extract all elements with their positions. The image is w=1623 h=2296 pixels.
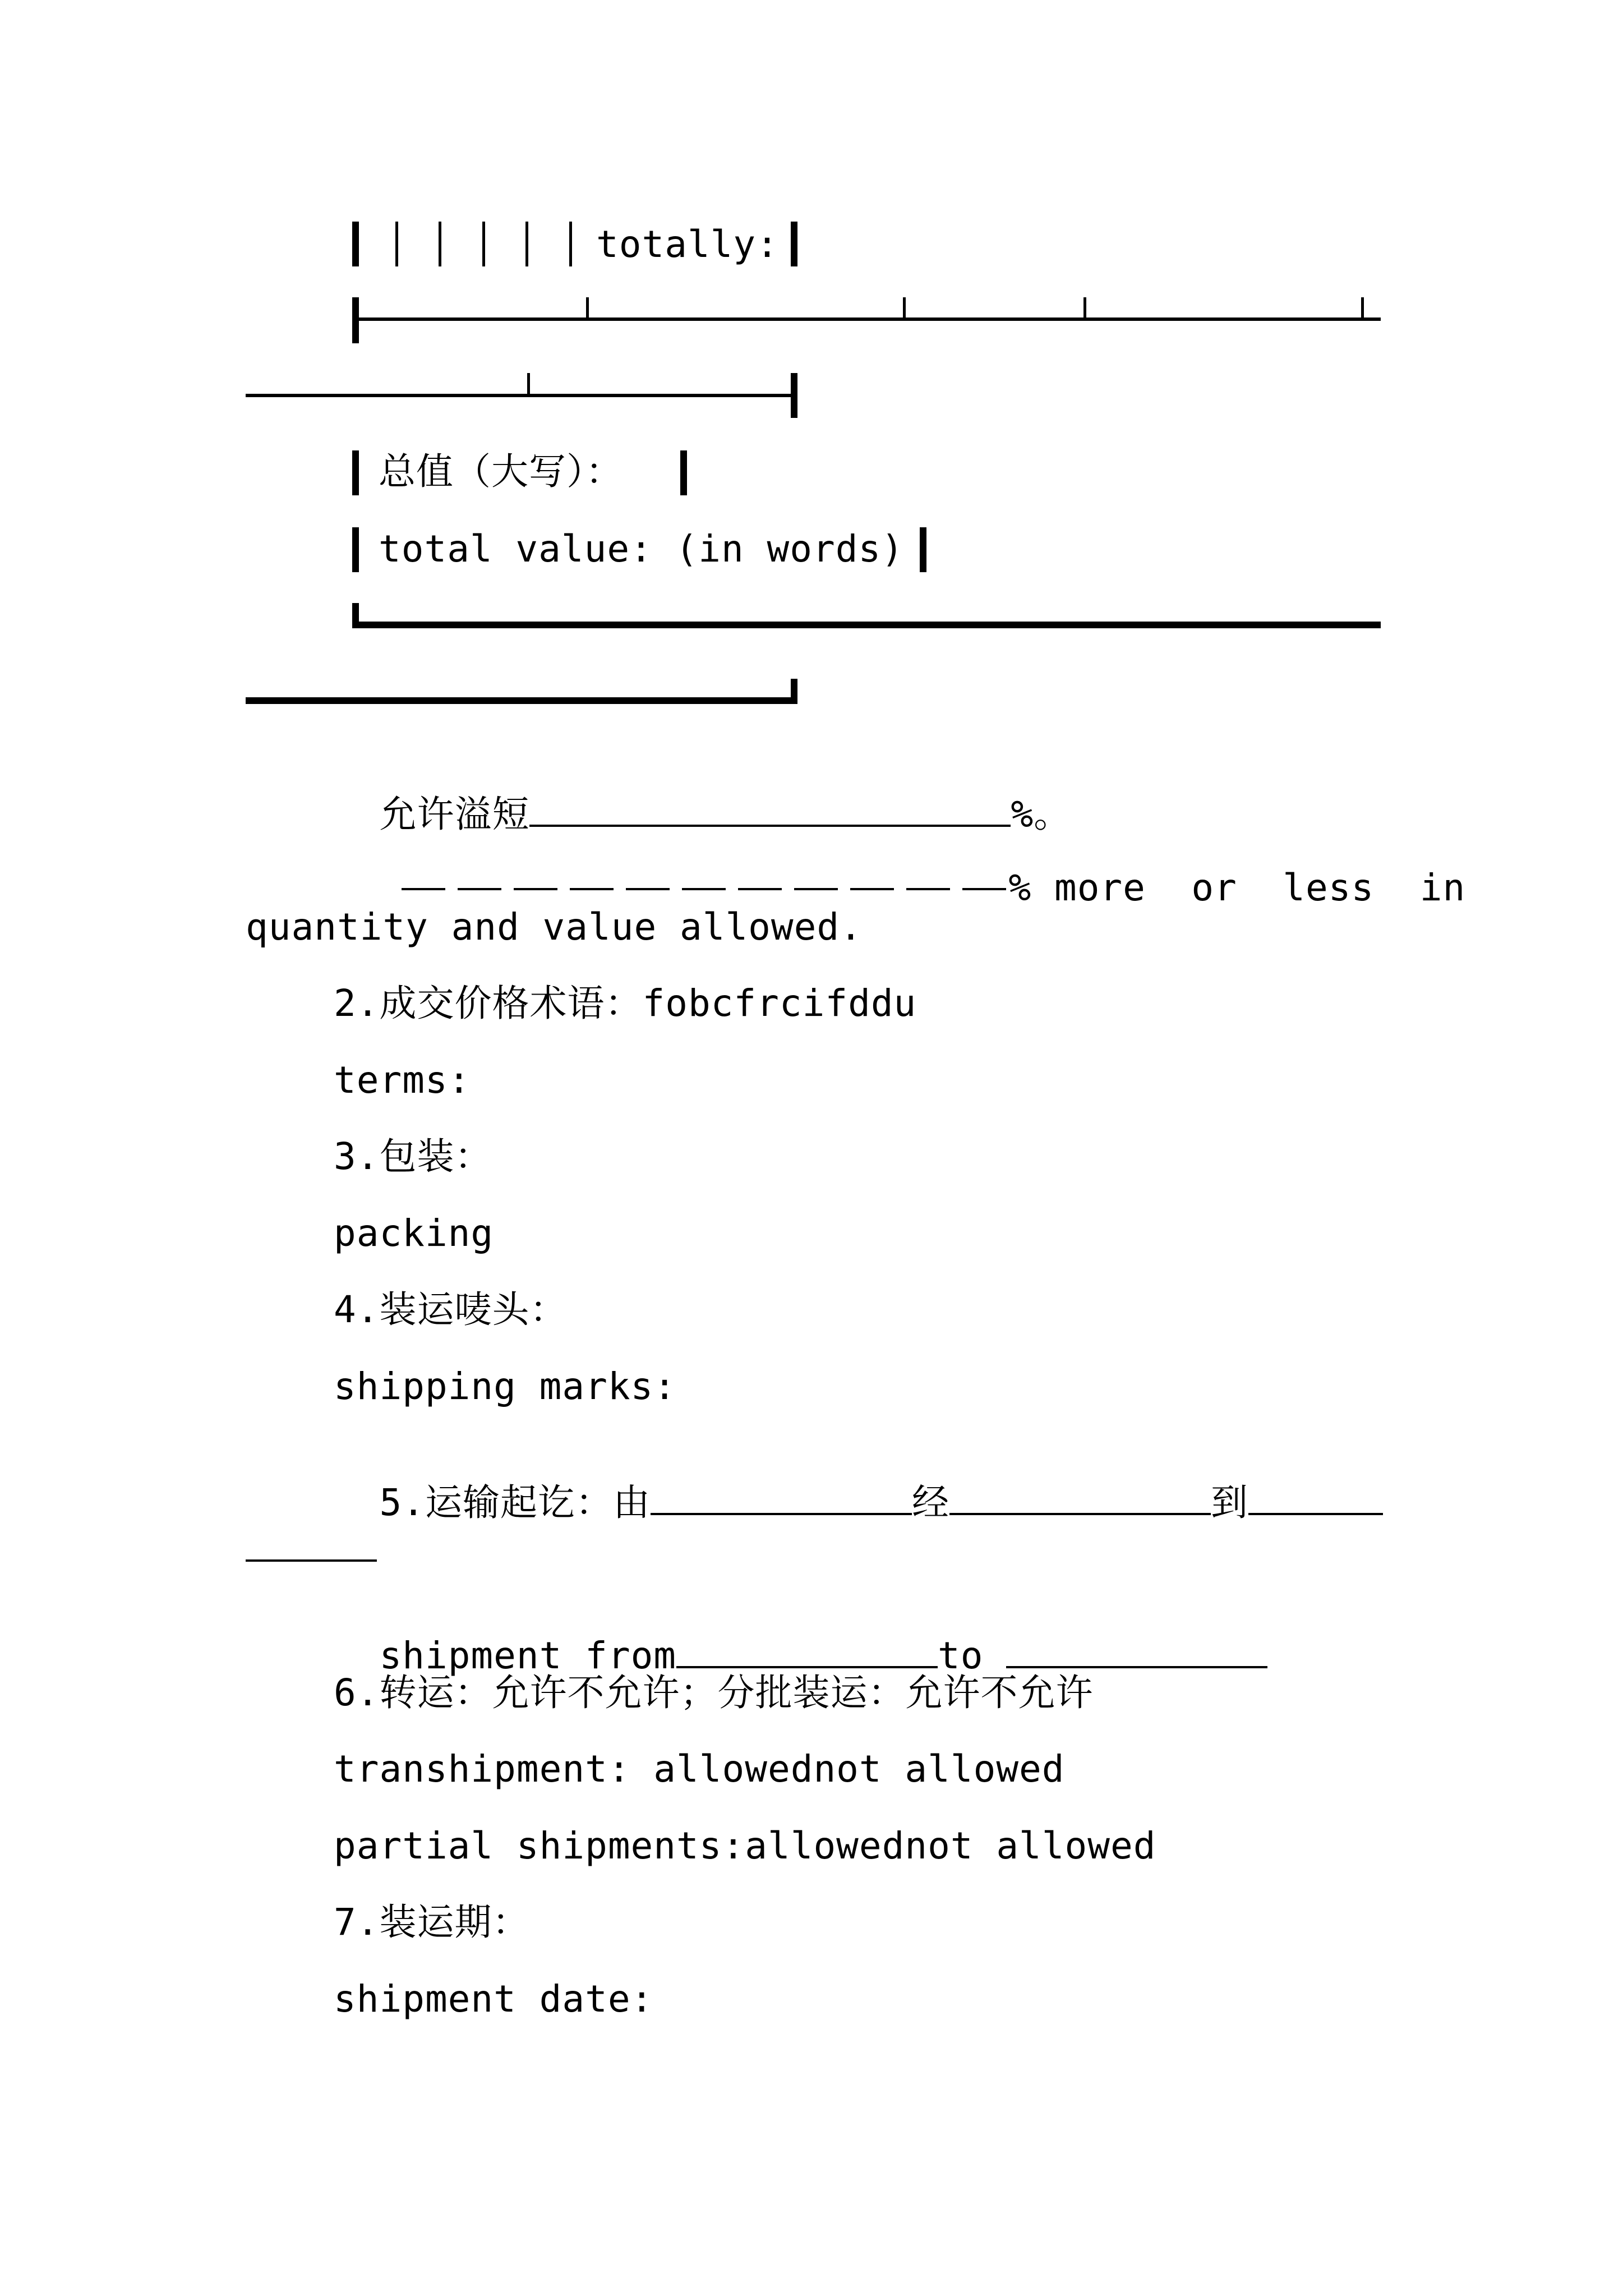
table-border-right [791,222,797,266]
clause-5-en-from: shipment from [379,1634,677,1677]
clause-5-cn-to: 到 [1210,1481,1248,1524]
overflow-en-blank [402,869,1008,907]
table-tick [903,297,906,320]
clause-5-cn [334,1444,1383,1524]
table-border-left [352,222,359,266]
table-separator [482,222,485,266]
table-border-right [920,527,926,572]
table-separator [395,222,398,266]
overflow-en-suffix: % more or less in [1008,866,1466,909]
clause-5-en-to: to [938,1634,984,1677]
overflow-cn-suffix: %。 [1011,793,1072,836]
table-tick [1361,297,1364,320]
clause-6-en-partial: partial shipments:allowednot allowed [334,1824,1156,1867]
table-border-left [352,527,359,572]
clause-3-cn: 3.包装： [334,1135,492,1178]
clause-6-cn: 6.转运：允许不允许；分批装运：允许不允许 [334,1671,1094,1714]
clause-2-en: terms: [334,1059,471,1102]
table-horizontal-rule [359,318,1381,321]
table-tick [1083,297,1086,320]
overflow-en-continuation: quantity and value allowed. [246,905,863,949]
clause-5-en [334,1598,1267,1677]
overflow-percent-blank [529,793,1011,827]
table-border-right [791,373,797,418]
via-blank [949,1481,1211,1515]
total-value-en-label: total value: (in words) [379,527,904,570]
overflow-clause-en [356,832,1465,907]
table-separator [569,222,572,266]
destination-blank [1248,1481,1383,1515]
clause-5-cn-via: 经 [911,1481,949,1524]
clause-7-en: shipment date: [334,1977,654,2021]
shipment-to-blank [1006,1635,1267,1668]
table-horizontal-rule [246,394,794,397]
overflow-cn-prefix: 允许溢短 [379,793,530,836]
clause-3-en: packing [334,1212,494,1255]
table-border-left [352,450,359,495]
overflow-clause-cn [334,756,1072,836]
totally-label: totally: [596,223,779,266]
table-border-right [791,679,797,704]
origin-blank [651,1481,912,1515]
table-bottom-rule [246,697,794,704]
shipment-from-blank [676,1635,938,1668]
clause-4-en: shipping marks: [334,1365,677,1408]
table-separator [439,222,441,266]
table-separator [525,222,528,266]
clause-5-cn-from: 5.运输起讫：由 [379,1481,651,1524]
clause-6-en-transhipment: transhipment: allowednot allowed [334,1747,1065,1791]
destination-blank-continuation [246,1559,377,1562]
total-value-cn-label: 总值（大写）： [379,450,623,493]
table-tick [586,297,589,320]
table-tick [527,373,530,395]
table-border-right [680,450,687,495]
table-bottom-rule [352,622,1381,628]
table-border-left [352,297,359,343]
clause-7-cn: 7.装运期： [334,1901,530,1944]
clause-2-cn: 2.成交价格术语：fobcfrcifddu [334,982,917,1025]
clause-4-cn: 4.装运唛头： [334,1288,568,1331]
